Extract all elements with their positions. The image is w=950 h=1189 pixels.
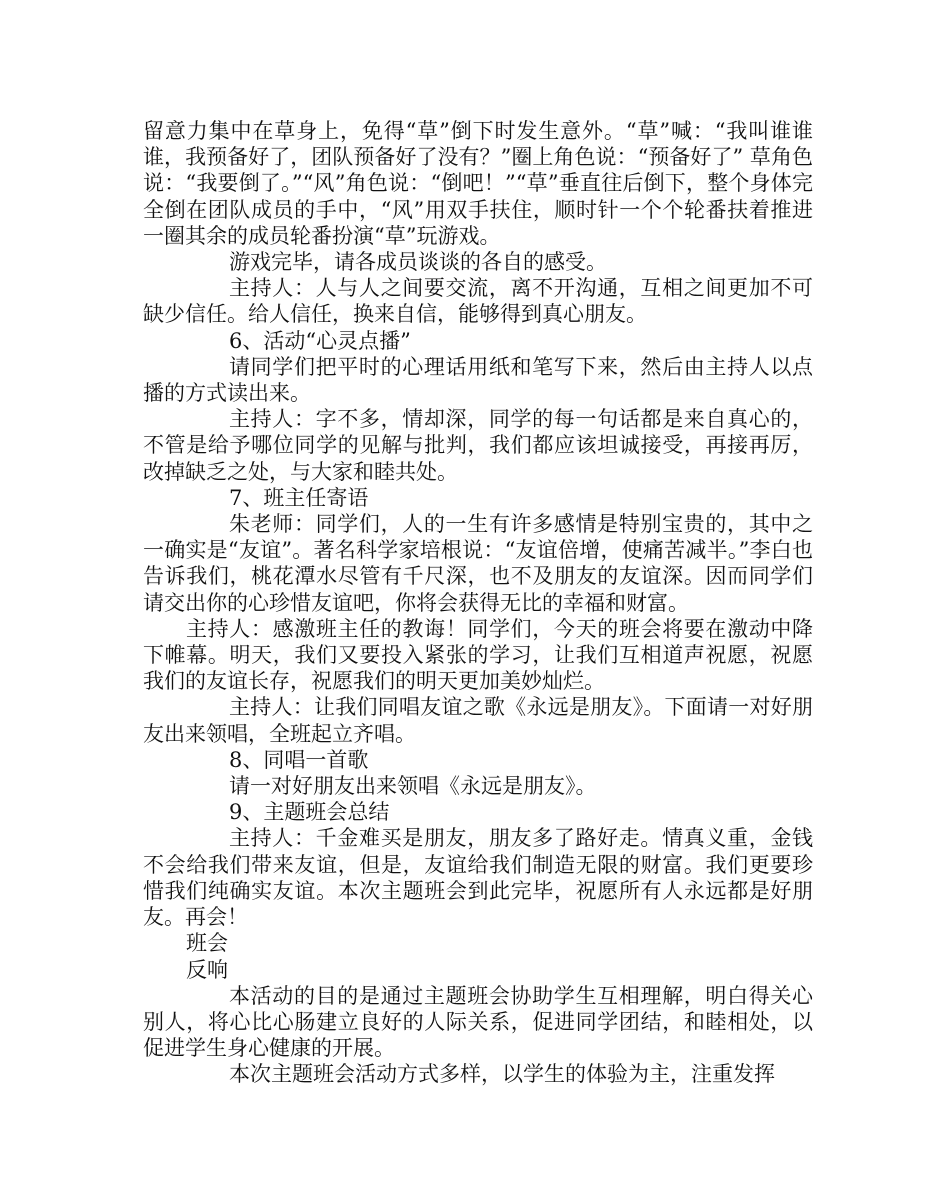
paragraph-lead-sing: 请一对好朋友出来领唱《永远是朋友》。 [229,774,597,799]
paragraph-teacher-message: 朱老师：同学们，人的一生有许多感情是特别宝贵的，其中之一确实是“友谊”。著名科学家培根说：“友谊倍增，使痛苦减半。”李白也告诉我们，桃花潭水尽管有千尺深，也不及朋友的友谊深。因而同学们请交出你的心珍惜友谊吧，你将会获得无比的幸福和财富。 [143,512,813,615]
paragraph-purpose: 本活动的目的是通过主题班会协助学生互相理解，明白得关心别人，将心比心肠建立良好的人际关系，促进同学团结，和睦相处，以促进学生身心健康的开展。 [143,983,813,1061]
document-body [143,118,813,1088]
paragraph-host-song: 主持人：让我们同唱友谊之歌《永远是朋友》。下面请一对好朋友出来领唱，全班起立齐唱。 [143,695,813,746]
section-heading-7: 7、班主任寄语 [229,485,369,510]
paragraph-host-thanks: 主持人：感激班主任的教诲！同学们，今天的班会将要在激动中降下帷幕。明天，我们又要投入紧张的学习，让我们互相道声祝愿，祝愿我们的友谊长存，祝愿我们的明天更加美妙灿烂。 [143,616,813,694]
paragraph-activity-forms: 本次主题班会活动方式多样，以学生的体验为主，注重发挥 [229,1062,775,1087]
section-heading-6: 6、活动“心灵点播” [229,328,411,353]
paragraph-host-trust: 主持人：人与人之间要交流，离不开沟通，互相之间更加不可缺少信任。给人信任，换来自信，能够得到真心朋友。 [143,276,813,327]
paragraph-host-summary: 主持人：千金难买是朋友，朋友多了路好走。情真义重，金钱不会给我们带来友谊，但是，友谊给我们制造无限的财富。我们更要珍惜我们纯确实友谊。本次主题班会到此完毕，祝愿所有人永远都是好朋友。再会！ [143,826,813,930]
paragraph-host-sincere: 主持人：字不多，情却深，同学的每一句话都是来自真心的，不管是给予哪位同学的见解与批判，我们都应该坦诚接受，再接再厉，改掉缺乏之处，与大家和睦共处。 [143,407,813,484]
section-heading-8: 8、同唱一首歌 [229,747,369,772]
heading-class-meeting: 班会 [186,931,228,956]
paragraph-write-notes: 请同学们把平时的心理话用纸和笔写下来，然后由主持人以点播的方式读出来。 [143,354,813,406]
heading-feedback: 反响 [186,957,228,982]
paragraph-game-end: 游戏完毕，请各成员谈谈的各自的感受。 [229,250,607,275]
section-heading-9: 9、主题班会总结 [229,800,390,825]
paragraph-game-description: 留意力集中在草身上，免得“草”倒下时发生意外。“草”喊：“我叫谁谁谁，我预备好了，团队预备好了没有？”圈上角色说：“预备好了” 草角色说：“我要倒了。”“风”角色说：“倒吧！”“草”垂直往后倒下，整个身体完全倒在团队成员的手中，“风”用双手扶住，顺时针一个个轮番扶着推进一圈其余的成员轮番扮演“草”玩游戏。 [143,119,813,248]
